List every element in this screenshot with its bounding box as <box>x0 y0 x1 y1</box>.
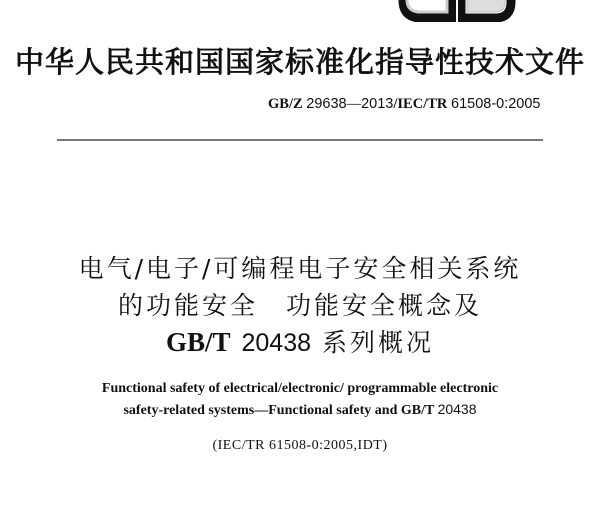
english-title-line-1: Functional safety of electrical/electronic/ programmable electronic <box>101 381 499 396</box>
chinese-title-gbt: GB/T <box>166 327 231 357</box>
standard-dash: — <box>346 96 362 112</box>
chinese-title-suffix: 系列概况 <box>321 328 434 357</box>
standard-number <box>268 96 541 113</box>
standard-prefix: GB/Z <box>268 96 303 112</box>
english-title-number: 20438 <box>437 401 477 417</box>
english-title-line-2-text: safety-related systems—Functional safety and GB/T <box>123 403 435 418</box>
english-title-line-2 <box>0 399 600 421</box>
header-divider <box>57 139 543 141</box>
iec-prefix: IEC/TR <box>397 96 448 112</box>
chinese-title-line-2: 的功能安全 功能安全概念及 <box>117 291 482 320</box>
standard-year: 2013 <box>361 96 394 112</box>
chinese-title-number: 20438 <box>241 329 312 357</box>
chinese-title <box>0 250 600 362</box>
equivalence-statement: (IEC/TR 61508-0:2005,IDT) <box>212 438 388 453</box>
iec-number: 61508-0:2005 <box>451 96 541 112</box>
chinese-title-line-3 <box>0 324 600 362</box>
chinese-title-line-1: 电气/电子/可编程电子安全相关系统 <box>78 254 522 283</box>
standard-slash: / <box>393 96 398 112</box>
gb-logo-icon <box>395 0 520 22</box>
english-title <box>0 378 600 421</box>
issuing-organization-title: 中华人民共和国国家标准化指导性技术文件 <box>14 45 585 79</box>
standard-code: 29638 <box>306 96 347 112</box>
